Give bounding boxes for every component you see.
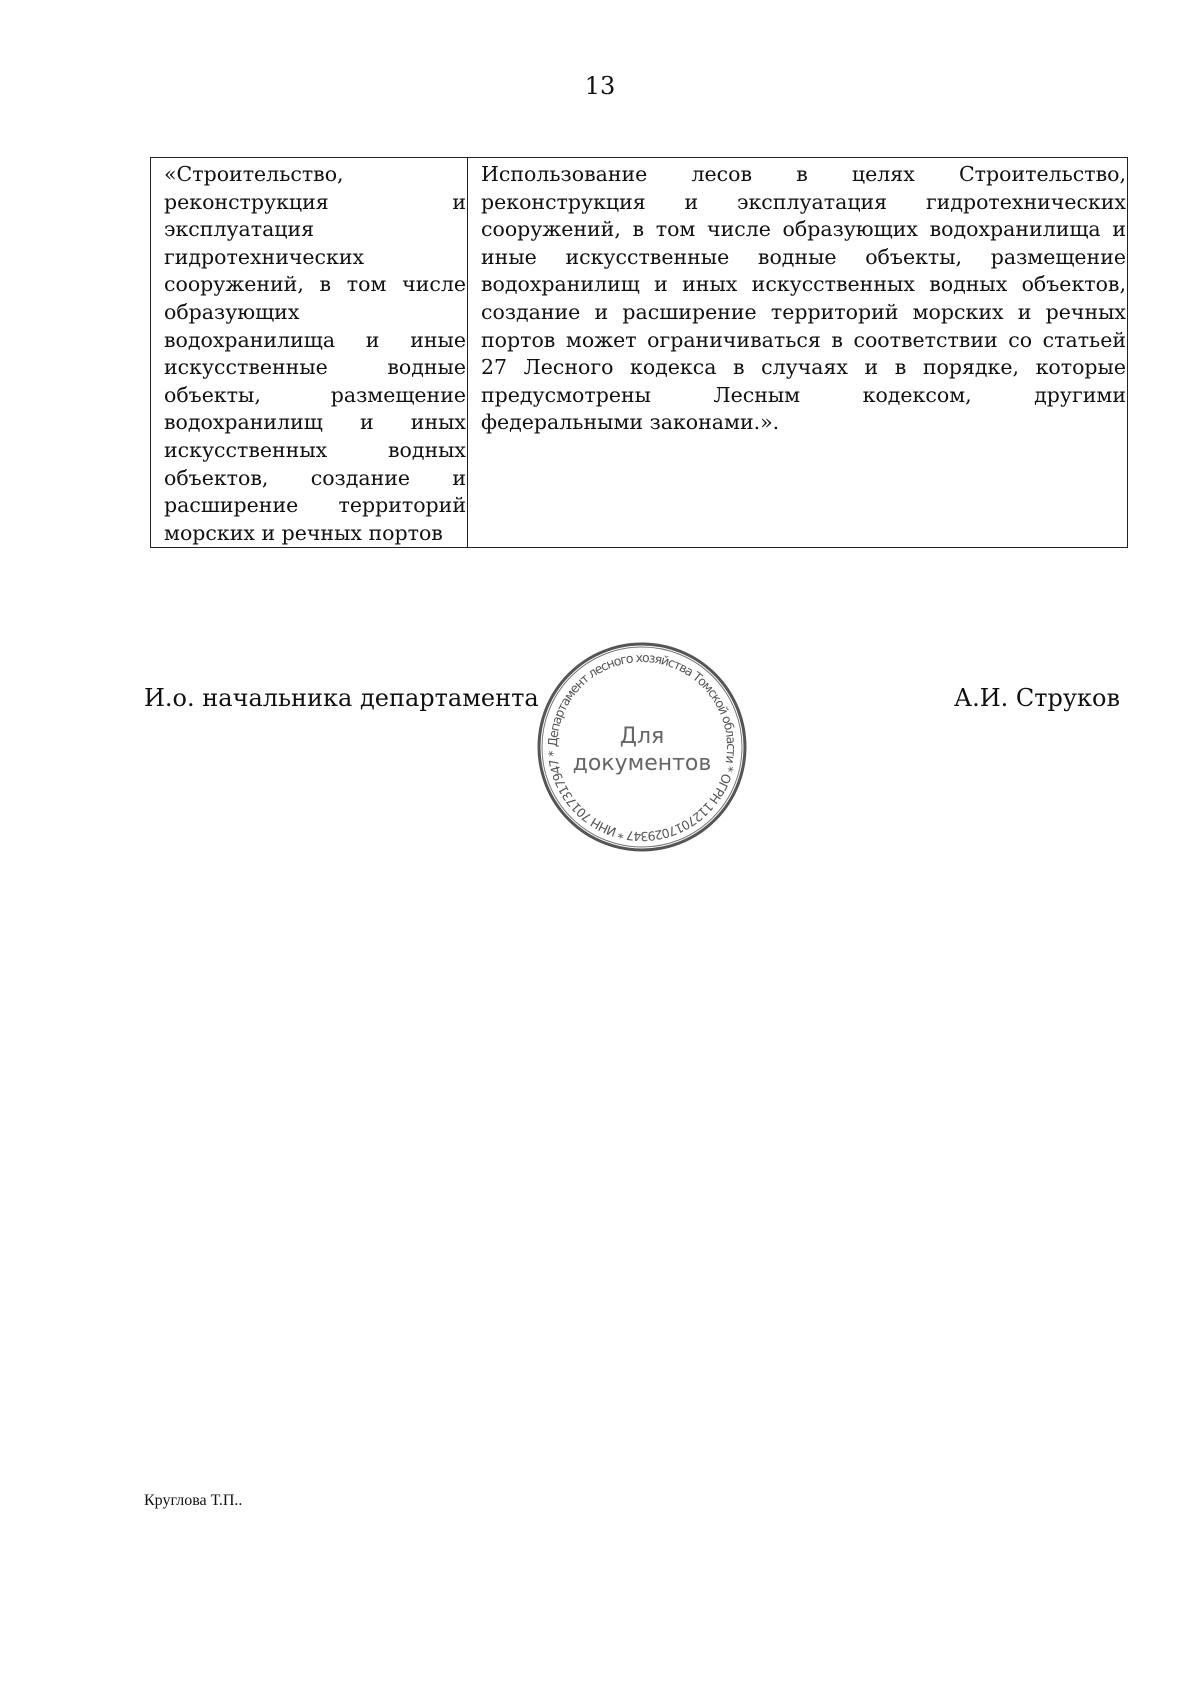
- executor-name: Круглова Т.П..: [144, 1492, 243, 1509]
- signatory-position: И.о. начальника департамента: [144, 684, 539, 712]
- signatory-name: А.И. Струков: [953, 684, 1120, 712]
- stamp-center-line2: документов: [572, 751, 712, 776]
- table-row: [151, 158, 1128, 548]
- official-stamp-icon: [532, 637, 752, 857]
- document-table: [150, 157, 1128, 548]
- table-cell-restriction-text: Использование лесов в целях Строительство, реконструкция и эксплуатация гидротехнических сооружений, в том числе образующих водохранилища и иные искусственные водные объекты, размещение водохранилищ и иных искусственных водных объектов, создание и расширение территорий морских и речных портов может ограничиваться в соответствии со статьей 27 Лесного кодекса в случаях и в порядке, которые предусмотрены Лесным кодексом, другими федеральными законами.».: [468, 158, 1128, 548]
- page-number: 13: [584, 72, 616, 100]
- stamp-ring-text: Департамент лесного хозяйства Томской области * ОГРН 1127017029347 * ИНН 7017317947 *: [544, 649, 740, 845]
- stamp-center-line1: Для: [619, 724, 665, 749]
- table-cell-activity-type: «Строительство, реконструкция и эксплуатация гидротехнических сооружений, в том числе образующих водохранилища и иные искусственные водные объекты, размещение водохранилищ и иных искусственных водных объектов, создание и расширение территорий морских и речных портов: [151, 158, 468, 548]
